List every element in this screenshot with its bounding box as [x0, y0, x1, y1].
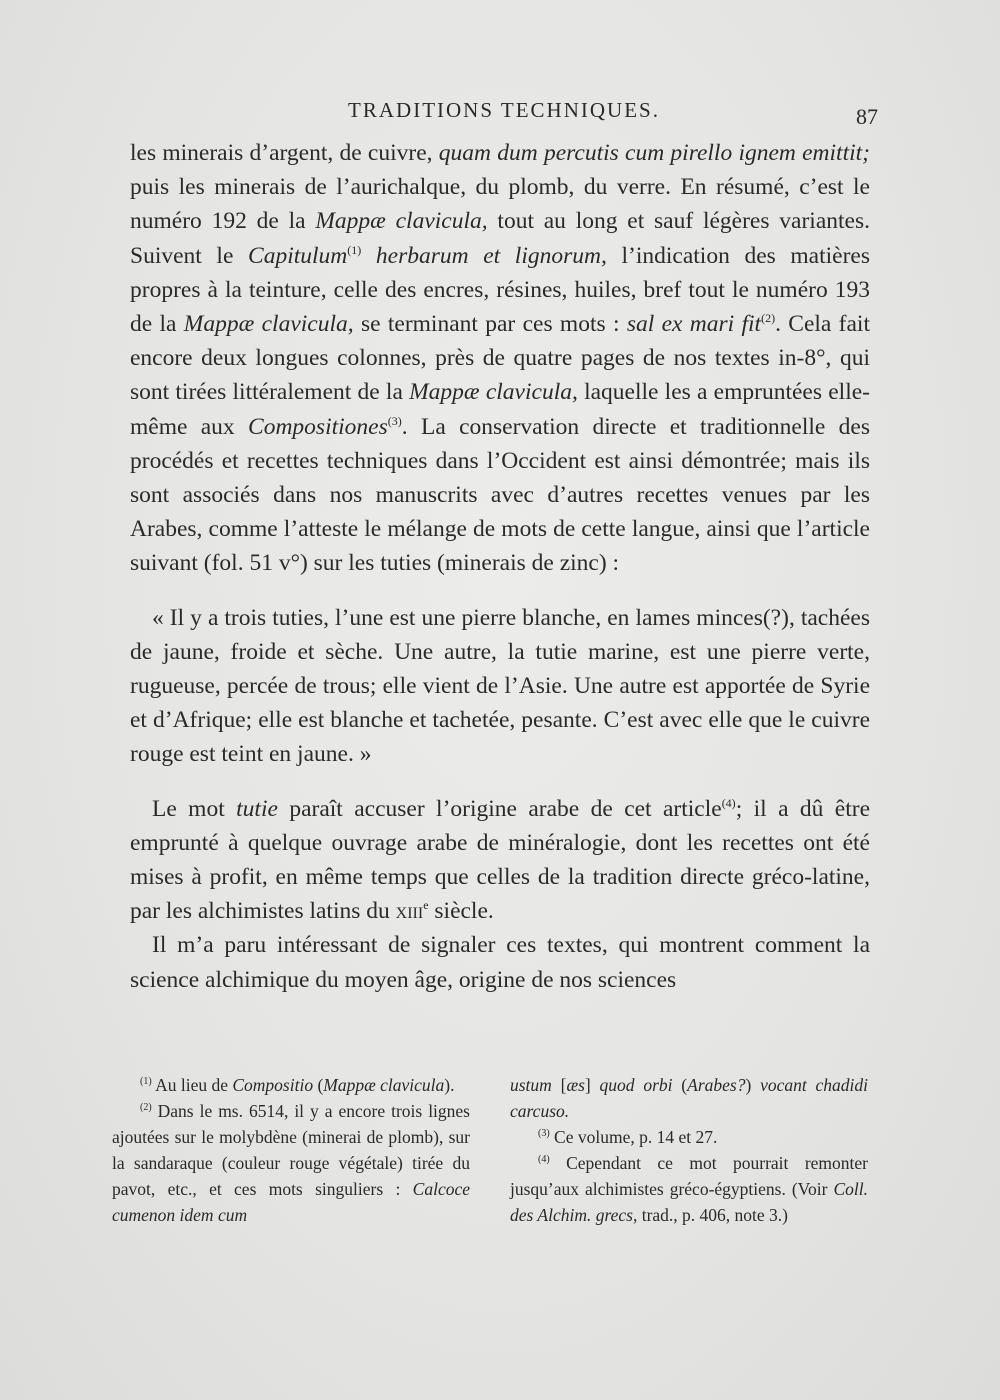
main-text: [130, 136, 870, 997]
footnotes: [112, 1072, 868, 1228]
work-title: Coll. des Alchim. grecs,: [510, 1179, 868, 1225]
paragraph-3: Il m’a paru intéressant de signaler ces textes, qui montrent comment la science alchimique du moyen âge, origine de nos sciences: [130, 932, 870, 993]
latin-phrase: Capitulum: [248, 242, 348, 269]
page-number: 87: [856, 104, 878, 129]
text-run: Cependant ce mot pourrait remonter jusqu’aux alchimistes gréco-égyptiens. (Voir: [510, 1153, 868, 1199]
text-run: tout au long et sauf légères variantes. Suivent le: [130, 208, 870, 269]
text-run: ).: [444, 1075, 455, 1095]
text-run: les minerais d’argent, de cuivre,: [130, 140, 439, 166]
work-title: Mappæ clavicula,: [183, 311, 354, 338]
text-run: laquelle les a empruntées elle-même aux: [130, 379, 870, 440]
latin-phrase: quod orbi: [599, 1075, 673, 1095]
text-run: . La conservation directe et traditionnelle des procédés et recettes techniques dans l’Occident est ainsi démontrée; mais ils sont associés dans nos manuscrits avec d’autres recettes venues par les Arabes, comme l’atteste le mélange de mots de cette langue, ainsi que l’article suivant (fol. 51 v°) sur les tuties (minerais de zinc) :: [130, 413, 870, 577]
work-title: Compositiones: [248, 413, 388, 440]
text-run: trad., p. 406, note 3.): [637, 1205, 789, 1225]
text-run: ]: [584, 1075, 600, 1095]
footnote-mark: (3): [538, 1128, 550, 1139]
quotation: « Il y a trois tuties, l’une est une pierre blanche, en lames minces(?), tachées de jaune, froide et sèche. Une autre, la tutie marine, est une pierre verte, rugueuse, percée de trous; elle vient de l’Asie. Une autre est apportée de Syrie et d’Afrique; elle est blanche et tachetée, pesante. C’est avec elle que le cuivre rouge est teint en jaune. »: [130, 604, 870, 768]
work-title: Mappæ clavicula,: [409, 379, 578, 406]
running-head: TRADITIONS TECHNIQUES.: [348, 98, 660, 122]
latin-phrase: vocant chadidi carcuso.: [510, 1075, 869, 1121]
latin-phrase: Calcoce cumenon idem cum: [112, 1179, 470, 1225]
text-run: . Cela fait encore deux longues colonnes, près de quatre pages de nos textes in-8°, qui sont tirées littéralement de la: [130, 311, 870, 406]
footnote-ref-1[interactable]: (1): [347, 242, 362, 257]
text-run: Le mot: [152, 795, 237, 822]
paragraph-1: [130, 136, 870, 581]
work-title: Mappæ clavicula,: [315, 208, 488, 235]
text-run: Dans le ms. 6514, il y a encore trois lignes ajoutées sur le molybdène (minerai de plomb), sur la sandaraque (couleur rouge végétale) tirée du pavot, etc., et ces mots singuliers :: [112, 1101, 470, 1199]
footnote-2-continued: [510, 1072, 868, 1124]
text-run: Ce volume, p. 14 et 27.: [549, 1127, 718, 1147]
text-run: se terminant par ces mots :: [353, 311, 627, 338]
footnote-3: [510, 1124, 868, 1150]
term: tutie: [236, 795, 278, 822]
footnote-ref-4[interactable]: (4): [721, 795, 736, 810]
paragraph-2: [130, 792, 870, 929]
footnote-1: [112, 1072, 470, 1098]
work-title: Compositio: [232, 1075, 314, 1095]
text-run: (: [672, 1075, 688, 1095]
footnote-4: [510, 1150, 868, 1228]
text-run: l’indication des matières propres à la teinture, celle des encres, résines, huiles, bref tout le numéro 193 de la: [130, 242, 870, 338]
text-run: ; il a dû être emprunté à quelque ouvrage arabe de minéralogie, dont les recettes ont été mises à profit, en même temps que celles de la tradition directe gréco-latine, par les alchimistes latins du: [130, 795, 871, 925]
footnote-2: [112, 1098, 470, 1228]
text-run: Au lieu de: [151, 1075, 233, 1095]
latin-phrase: Arabes?: [687, 1075, 746, 1095]
footnote-ref-3[interactable]: (3): [387, 413, 402, 428]
footnote-mark: (2): [140, 1102, 152, 1113]
text-run: siècle.: [428, 898, 494, 925]
century-numeral: xiii: [395, 898, 424, 925]
latin-phrase: æs: [566, 1075, 585, 1095]
latin-phrase: quam dum percutis cum pirello ignem emittit;: [438, 140, 870, 166]
page-header: [130, 98, 878, 138]
text-run: (: [313, 1075, 324, 1095]
latin-phrase: sal ex mari fit: [626, 311, 762, 338]
text-run: paraît accuser l’origine arabe de cet article: [277, 795, 722, 822]
latin-phrase: herbarum et lignorum,: [361, 242, 607, 269]
work-title: Mappæ clavicula: [323, 1075, 445, 1095]
latin-phrase: ustum: [510, 1075, 552, 1095]
footnotes-left-column: [112, 1072, 470, 1228]
text-run: [: [551, 1075, 567, 1095]
text-run: puis les minerais de l’aurichalque, du plomb, du verre. En résumé, c’est le numéro 192 de la: [130, 174, 870, 235]
footnote-ref-2[interactable]: (2): [761, 311, 776, 326]
ordinal-suffix: e: [423, 898, 429, 913]
text-run: ): [745, 1075, 761, 1095]
footnote-mark: (4): [538, 1154, 550, 1165]
footnote-mark: (1): [140, 1076, 152, 1087]
footnotes-right-column: [510, 1072, 868, 1228]
